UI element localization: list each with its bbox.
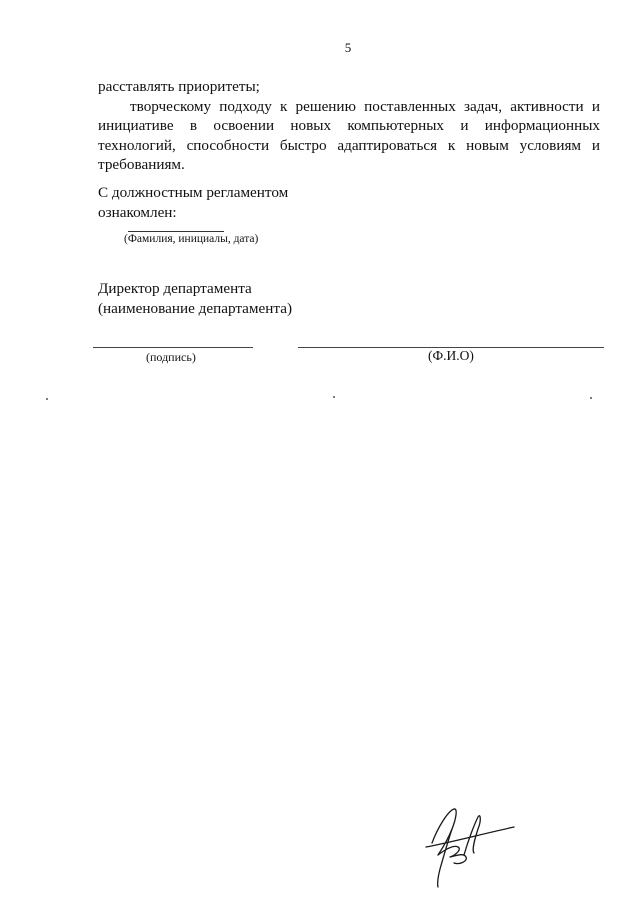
director-department: (наименование департамента) (98, 299, 293, 317)
body-paragraph-creativity: творческому подходу к решению поставленных задач, активности и инициативе в освоении новых компьютерных и информационных технологий, способности быстро адаптироваться к новым условиям и требованиям. (98, 97, 600, 173)
signature-caption: (подпись) (146, 350, 196, 364)
acknowledgement-block (98, 183, 338, 222)
signature-underline (93, 347, 253, 348)
scan-speck (333, 396, 335, 398)
acknowledgement-underline (128, 231, 224, 232)
scan-speck (46, 398, 48, 400)
acknowledgement-caption: (Фамилия, инициалы, дата) (124, 233, 259, 245)
acknowledgement-line-1: С должностным регламентом (98, 184, 289, 201)
body-line-priorities: расставлять приоритеты; (98, 78, 260, 95)
handwritten-signature (418, 805, 518, 889)
page-number: 5 (344, 40, 352, 55)
scan-speck (590, 397, 592, 399)
name-caption: (Ф.И.О) (428, 348, 474, 363)
acknowledgement-line-2: ознакомлен: (98, 203, 177, 221)
body-text (98, 77, 600, 175)
director-block (98, 279, 358, 318)
director-title: Директор департамента (98, 280, 252, 297)
